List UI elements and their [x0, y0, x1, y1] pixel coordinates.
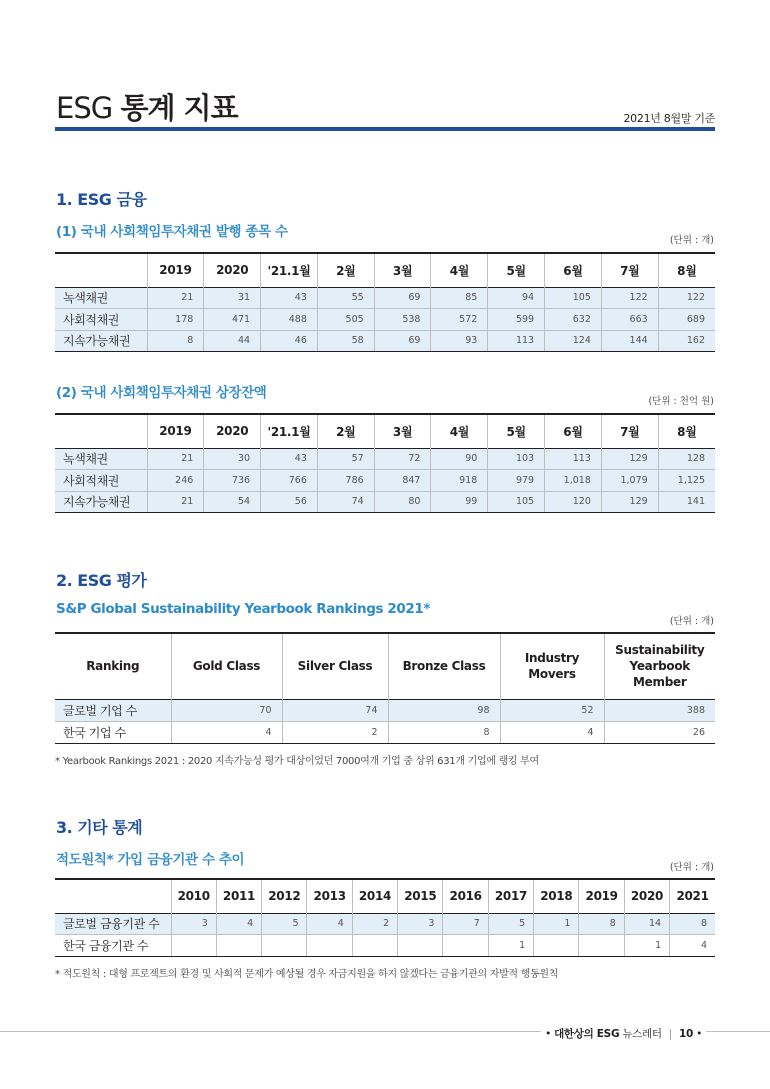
- table-cell: 599: [488, 309, 545, 331]
- table-header-row: [55, 253, 715, 287]
- row-label: 지속가능채권: [55, 491, 147, 513]
- table-cell: 124: [545, 330, 602, 352]
- table-cell: 8: [670, 913, 715, 935]
- table-cell: 4: [500, 721, 604, 743]
- row-label: 글로벌 기업 수: [55, 699, 171, 721]
- table-cell: 505: [317, 309, 374, 331]
- table-cell: 129: [601, 491, 658, 513]
- table-row: [55, 448, 715, 470]
- column-header: 2020: [204, 253, 261, 287]
- column-header: 2월: [317, 253, 374, 287]
- table4-title: 적도원칙* 가입 금융기관 수 추이: [56, 852, 245, 868]
- table-sp-rankings: [55, 632, 715, 744]
- table-row: [55, 699, 715, 721]
- table-cell: [171, 935, 216, 957]
- title-rule: [55, 127, 715, 131]
- table-cell: 46: [261, 330, 318, 352]
- table-cell: 4: [171, 721, 282, 743]
- table-cell: 786: [317, 470, 374, 492]
- corner-cell: [55, 253, 147, 287]
- column-header: Silver Class: [282, 633, 388, 699]
- footnote-equator: * 적도원칙 : 대형 프로젝트의 환경 및 사회적 문제가 예상될 경우 자금지원을 하지 않겠다는 금융기관의 자발적 행동원칙: [55, 969, 559, 980]
- table-cell: [352, 935, 397, 957]
- column-header: 2012: [262, 879, 307, 913]
- page-title-light: ESG: [56, 91, 113, 125]
- column-header: 5월: [488, 253, 545, 287]
- table-cell: 5: [262, 913, 307, 935]
- table-row: [55, 309, 715, 331]
- table-cell: 246: [147, 470, 204, 492]
- table-cell: 80: [374, 491, 431, 513]
- row-label: 글로벌 금융기관 수: [55, 913, 171, 935]
- column-header: Gold Class: [171, 633, 282, 699]
- table-cell: 31: [204, 287, 261, 309]
- table1-unit: (단위 : 개): [669, 235, 714, 246]
- section2-heading: 2. ESG 평가: [56, 571, 147, 590]
- table-cell: 99: [431, 491, 488, 513]
- table-cell: 736: [204, 470, 261, 492]
- table-cell: 105: [488, 491, 545, 513]
- row-label: 사회적채권: [55, 470, 147, 492]
- table-cell: 766: [261, 470, 318, 492]
- table-cell: 120: [545, 491, 602, 513]
- table-cell: 5: [488, 913, 533, 935]
- column-header: 2019: [579, 879, 624, 913]
- column-header: 2017: [488, 879, 533, 913]
- table-cell: 21: [147, 491, 204, 513]
- table-cell: 69: [374, 330, 431, 352]
- table-row: [55, 935, 715, 957]
- column-header: 4월: [431, 253, 488, 287]
- column-header: 2011: [216, 879, 261, 913]
- table-cell: [398, 935, 443, 957]
- table-cell: 3: [171, 913, 216, 935]
- column-header: 7월: [601, 253, 658, 287]
- table-cell: 1: [488, 935, 533, 957]
- table-cell: 1: [624, 935, 669, 957]
- column-header: 8월: [658, 253, 715, 287]
- table-cell: 94: [488, 287, 545, 309]
- column-header: 3월: [374, 253, 431, 287]
- footer-publication: 뉴스레터: [622, 1028, 662, 1040]
- table-cell: 44: [204, 330, 261, 352]
- table4-unit: (단위 : 개): [669, 862, 714, 873]
- row-label: 사회적채권: [55, 309, 147, 331]
- column-header: Sustainability Yearbook Member: [604, 633, 715, 699]
- table-row: [55, 470, 715, 492]
- table-cell: 538: [374, 309, 431, 331]
- table-cell: 388: [604, 699, 715, 721]
- table-cell: 21: [147, 448, 204, 470]
- column-header: 2020: [204, 414, 261, 448]
- row-label: 지속가능채권: [55, 330, 147, 352]
- table-cell: 85: [431, 287, 488, 309]
- table-cell: 979: [488, 470, 545, 492]
- table-cell: 847: [374, 470, 431, 492]
- table-cell: 74: [317, 491, 374, 513]
- table-cell: 689: [658, 309, 715, 331]
- table-cell: 162: [658, 330, 715, 352]
- column-header: 6월: [545, 253, 602, 287]
- corner-cell: [55, 879, 171, 913]
- table-row: [55, 721, 715, 743]
- table-header-row: [55, 633, 715, 699]
- table-cell: 1,125: [658, 470, 715, 492]
- column-header: 2019: [147, 253, 204, 287]
- corner-cell: [55, 414, 147, 448]
- page-number: 10: [679, 1028, 694, 1040]
- table-cell: [307, 935, 352, 957]
- table-cell: 8: [147, 330, 204, 352]
- column-header: 2010: [171, 879, 216, 913]
- table-header-row: [55, 414, 715, 448]
- table-cell: 54: [204, 491, 261, 513]
- table-cell: 918: [431, 470, 488, 492]
- table-cell: 43: [261, 448, 318, 470]
- table-cell: 14: [624, 913, 669, 935]
- column-header: 5월: [488, 414, 545, 448]
- row-label: 녹색채권: [55, 448, 147, 470]
- column-header: 7월: [601, 414, 658, 448]
- table-cell: 113: [488, 330, 545, 352]
- table-row: [55, 287, 715, 309]
- table-cell: 103: [488, 448, 545, 470]
- column-header: 2013: [307, 879, 352, 913]
- table3-unit: (단위 : 개): [669, 616, 714, 627]
- table-cell: 3: [398, 913, 443, 935]
- column-header: 2021: [670, 879, 715, 913]
- table-cell: [443, 935, 488, 957]
- table-cell: 144: [601, 330, 658, 352]
- table-cell: 2: [352, 913, 397, 935]
- column-header: 2020: [624, 879, 669, 913]
- table-cell: [579, 935, 624, 957]
- column-header: 2018: [534, 879, 579, 913]
- table-cell: 69: [374, 287, 431, 309]
- column-header: 2월: [317, 414, 374, 448]
- table-cell: 1: [534, 913, 579, 935]
- table-bond-listed-balance: [55, 413, 715, 513]
- table-cell: 8: [388, 721, 500, 743]
- column-header: '21.1월: [261, 414, 318, 448]
- table-cell: 30: [204, 448, 261, 470]
- table3-title: S&P Global Sustainability Yearbook Rankings 2021*: [56, 601, 431, 617]
- column-header: 4월: [431, 414, 488, 448]
- table-cell: 70: [171, 699, 282, 721]
- column-header: 8월: [658, 414, 715, 448]
- bullet-icon: •: [545, 1028, 552, 1040]
- footer: [541, 1026, 706, 1041]
- column-header: 2015: [398, 879, 443, 913]
- table-cell: 122: [601, 287, 658, 309]
- column-header: Industry Movers: [500, 633, 604, 699]
- table-cell: 488: [261, 309, 318, 331]
- table-cell: 98: [388, 699, 500, 721]
- bullet-icon: •: [696, 1028, 702, 1040]
- table-cell: 55: [317, 287, 374, 309]
- table-cell: 632: [545, 309, 602, 331]
- table2-title: (2) 국내 사회책임투자채권 상장잔액: [56, 385, 267, 401]
- table-cell: 43: [261, 287, 318, 309]
- table-cell: 26: [604, 721, 715, 743]
- table-cell: 7: [443, 913, 488, 935]
- table-cell: 1,079: [601, 470, 658, 492]
- table-cell: 93: [431, 330, 488, 352]
- table-cell: 8: [579, 913, 624, 935]
- table-equator-principles: [55, 878, 715, 957]
- column-header: 2016: [443, 879, 488, 913]
- table-cell: 72: [374, 448, 431, 470]
- table-header-row: [55, 879, 715, 913]
- table-cell: [534, 935, 579, 957]
- column-header: 2014: [352, 879, 397, 913]
- table-cell: 141: [658, 491, 715, 513]
- section1-heading: 1. ESG 금융: [56, 190, 147, 209]
- table-row: [55, 491, 715, 513]
- table-cell: 90: [431, 448, 488, 470]
- column-header: '21.1월: [261, 253, 318, 287]
- page-title: [56, 86, 238, 127]
- table-cell: 4: [307, 913, 352, 935]
- table-cell: 56: [261, 491, 318, 513]
- table-row: [55, 330, 715, 352]
- table-cell: 128: [658, 448, 715, 470]
- table-bond-issuance-count: [55, 252, 715, 352]
- row-label: 한국 금융기관 수: [55, 935, 171, 957]
- section3-heading: 3. 기타 통계: [56, 818, 143, 837]
- table-cell: [216, 935, 261, 957]
- table-cell: 21: [147, 287, 204, 309]
- table-cell: 122: [658, 287, 715, 309]
- table-cell: 663: [601, 309, 658, 331]
- row-label: 한국 기업 수: [55, 721, 171, 743]
- column-header: Ranking: [86, 659, 140, 674]
- table-cell: 4: [216, 913, 261, 935]
- table-cell: 572: [431, 309, 488, 331]
- footer-separator: |: [668, 1028, 672, 1040]
- table2-unit: (단위 : 천억 원): [648, 396, 714, 407]
- column-header: 6월: [545, 414, 602, 448]
- table1-title: (1) 국내 사회책임투자채권 발행 종목 수: [56, 224, 288, 240]
- table-cell: 129: [601, 448, 658, 470]
- table-cell: 74: [282, 699, 388, 721]
- table-cell: 52: [500, 699, 604, 721]
- footer-brand: 대한상의 ESG: [554, 1028, 620, 1040]
- page-title-bold: 통계 지표: [120, 91, 238, 125]
- column-header: 3월: [374, 414, 431, 448]
- footnote-yearbook: * Yearbook Rankings 2021 : 2020 지속가능성 평가 대상이었던 7000여개 기업 중 상위 631개 기업에 랭킹 부여: [55, 756, 539, 767]
- table-cell: 1,018: [545, 470, 602, 492]
- table-cell: 105: [545, 287, 602, 309]
- table-cell: 57: [317, 448, 374, 470]
- table-cell: 58: [317, 330, 374, 352]
- column-header: 2019: [147, 414, 204, 448]
- table-row: [55, 913, 715, 935]
- table-cell: 113: [545, 448, 602, 470]
- date-note: 2021년 8월말 기준: [623, 112, 715, 125]
- column-header: Bronze Class: [388, 633, 500, 699]
- table-cell: 471: [204, 309, 261, 331]
- table-cell: [262, 935, 307, 957]
- table-cell: 2: [282, 721, 388, 743]
- row-label: 녹색채권: [55, 287, 147, 309]
- table-cell: 4: [670, 935, 715, 957]
- table-cell: 178: [147, 309, 204, 331]
